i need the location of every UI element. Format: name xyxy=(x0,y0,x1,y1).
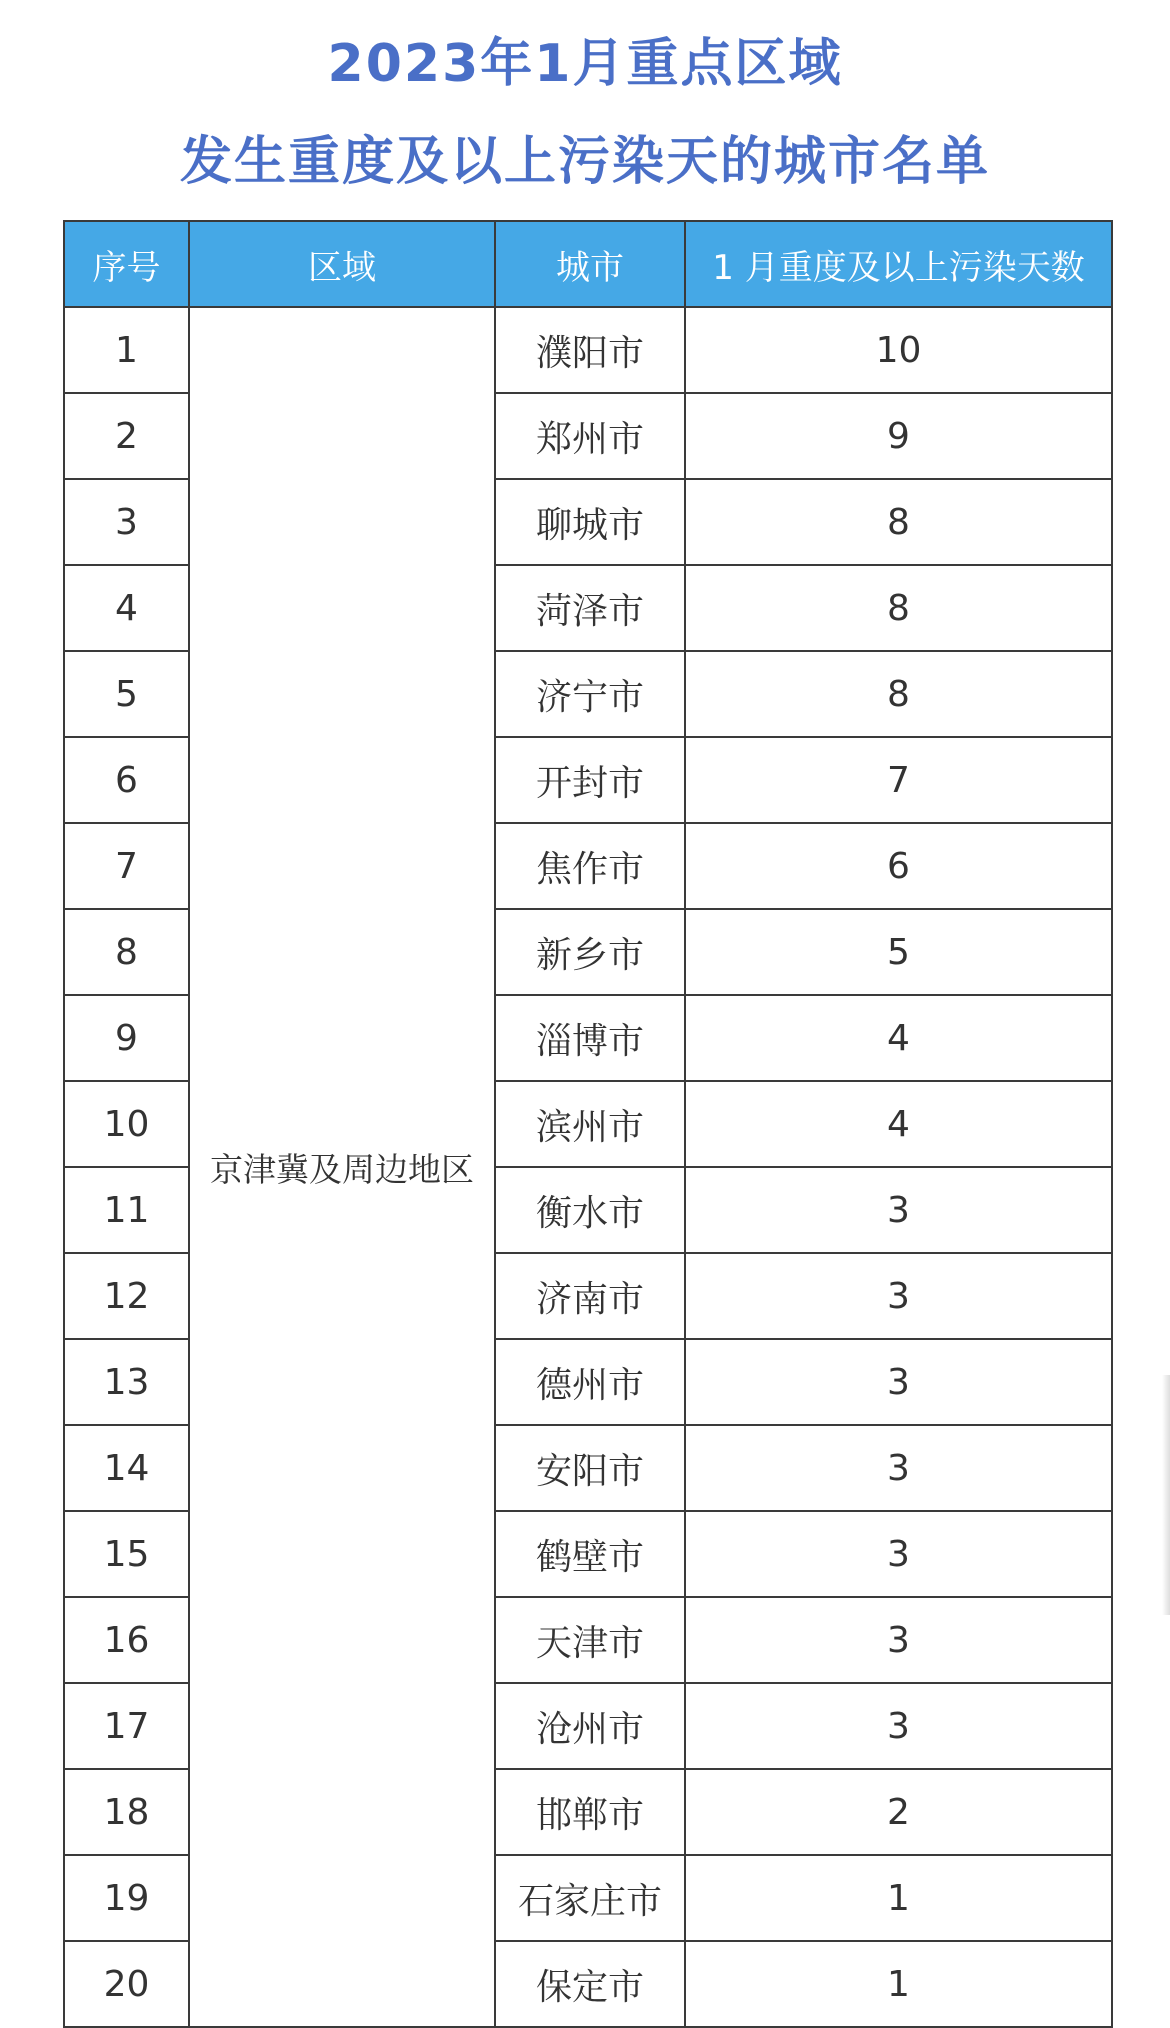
row-number: 11 xyxy=(64,1167,189,1253)
row-days: 8 xyxy=(685,479,1112,565)
header-city: 城市 xyxy=(495,221,685,307)
row-number: 6 xyxy=(64,737,189,823)
row-days: 8 xyxy=(685,651,1112,737)
header-days: 1 月重度及以上污染天数 xyxy=(685,221,1112,307)
row-city: 聊城市 xyxy=(495,479,685,565)
title-line-2: 发生重度及以上污染天的城市名单 xyxy=(179,132,990,192)
row-number: 18 xyxy=(64,1769,189,1855)
row-city: 石家庄市 xyxy=(495,1855,685,1941)
row-days: 5 xyxy=(685,909,1112,995)
row-number: 2 xyxy=(64,393,189,479)
row-city: 德州市 xyxy=(495,1339,685,1425)
row-number: 4 xyxy=(64,565,189,651)
row-city: 衡水市 xyxy=(495,1167,685,1253)
row-days: 4 xyxy=(685,1081,1112,1167)
row-city: 安阳市 xyxy=(495,1425,685,1511)
row-city: 沧州市 xyxy=(495,1683,685,1769)
row-days: 7 xyxy=(685,737,1112,823)
row-city: 菏泽市 xyxy=(495,565,685,651)
row-days: 10 xyxy=(685,307,1112,393)
row-city: 济南市 xyxy=(495,1253,685,1339)
row-city: 保定市 xyxy=(495,1941,685,2027)
row-city: 新乡市 xyxy=(495,909,685,995)
scroll-edge-shadow xyxy=(1162,1375,1170,1615)
header-number: 序号 xyxy=(64,221,189,307)
row-city: 开封市 xyxy=(495,737,685,823)
row-days: 3 xyxy=(685,1167,1112,1253)
row-number: 3 xyxy=(64,479,189,565)
row-days: 8 xyxy=(685,565,1112,651)
row-number: 1 xyxy=(64,307,189,393)
title-line-1: 2023年1月重点区域 xyxy=(327,34,843,94)
row-days: 1 xyxy=(685,1855,1112,1941)
row-number: 9 xyxy=(64,995,189,1081)
row-city: 滨州市 xyxy=(495,1081,685,1167)
row-number: 10 xyxy=(64,1081,189,1167)
row-number: 7 xyxy=(64,823,189,909)
row-city: 郑州市 xyxy=(495,393,685,479)
row-number: 19 xyxy=(64,1855,189,1941)
row-days: 1 xyxy=(685,1941,1112,2027)
row-city: 淄博市 xyxy=(495,995,685,1081)
row-number: 20 xyxy=(64,1941,189,2027)
row-city: 焦作市 xyxy=(495,823,685,909)
row-number: 12 xyxy=(64,1253,189,1339)
header-region: 区域 xyxy=(189,221,495,307)
row-city: 天津市 xyxy=(495,1597,685,1683)
row-city: 济宁市 xyxy=(495,651,685,737)
row-days: 3 xyxy=(685,1683,1112,1769)
row-days: 3 xyxy=(685,1339,1112,1425)
row-number: 8 xyxy=(64,909,189,995)
row-days: 3 xyxy=(685,1511,1112,1597)
pollution-city-table xyxy=(63,220,1113,2028)
row-number: 15 xyxy=(64,1511,189,1597)
row-city: 邯郸市 xyxy=(495,1769,685,1855)
table-row xyxy=(64,307,1112,393)
table-header-row xyxy=(64,221,1112,307)
row-city: 鹤壁市 xyxy=(495,1511,685,1597)
row-days: 4 xyxy=(685,995,1112,1081)
row-days: 3 xyxy=(685,1597,1112,1683)
row-number: 17 xyxy=(64,1683,189,1769)
row-days: 3 xyxy=(685,1253,1112,1339)
row-number: 14 xyxy=(64,1425,189,1511)
row-days: 9 xyxy=(685,393,1112,479)
row-days: 2 xyxy=(685,1769,1112,1855)
row-number: 5 xyxy=(64,651,189,737)
row-city: 濮阳市 xyxy=(495,307,685,393)
region-cell: 京津冀及周边地区 xyxy=(189,307,495,2027)
row-number: 13 xyxy=(64,1339,189,1425)
row-days: 6 xyxy=(685,823,1112,909)
row-days: 3 xyxy=(685,1425,1112,1511)
row-number: 16 xyxy=(64,1597,189,1683)
